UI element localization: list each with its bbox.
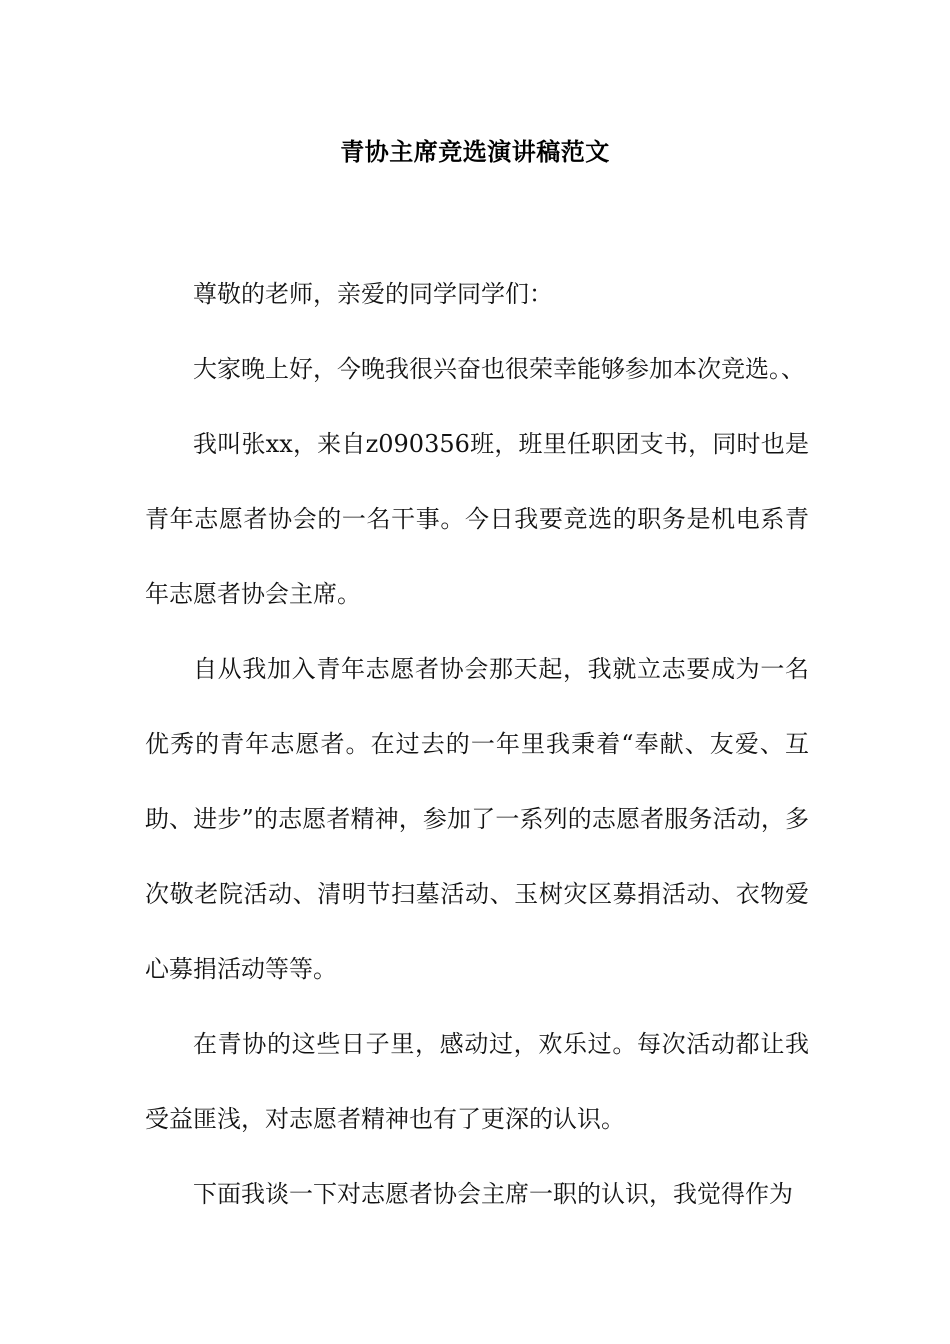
paragraph-experience: 自从我加入青年志愿者协会那天起，我就立志要成为一名优秀的青年志愿者。在过去的一年里我秉着“奉献、友爱、互助、进步”的志愿者精神，参加了一系列的志愿者服务活动，多次敬老院活动、清明节扫墓活动、玉树灾区募捐活动、衣物爱心募捐活动等等。 (145, 655, 809, 983)
paragraph-salutation: 尊敬的老师，亲爱的同学同学们： (193, 280, 553, 308)
paragraph-greeting: 大家晚上好，今晚我很兴奋也很荣幸能够参加本次竞选。、 (193, 355, 805, 383)
paragraph-understanding: 下面我谈一下对志愿者协会主席一职的认识，我觉得作为 (193, 1180, 793, 1208)
paragraph-feelings: 在青协的这些日子里，感动过，欢乐过。每次活动都让我受益匪浅，对志愿者精神也有了更深的认识。 (145, 1030, 809, 1133)
document-body (145, 257, 809, 1232)
document-title: 青协主席竞选演讲稿范文 (340, 137, 610, 166)
paragraph-introduction: 我叫张xx，来自z090356班，班里任职团支书，同时也是青年志愿者协会的一名干事。今日我要竞选的职务是机电系青年志愿者协会主席。 (145, 430, 809, 608)
